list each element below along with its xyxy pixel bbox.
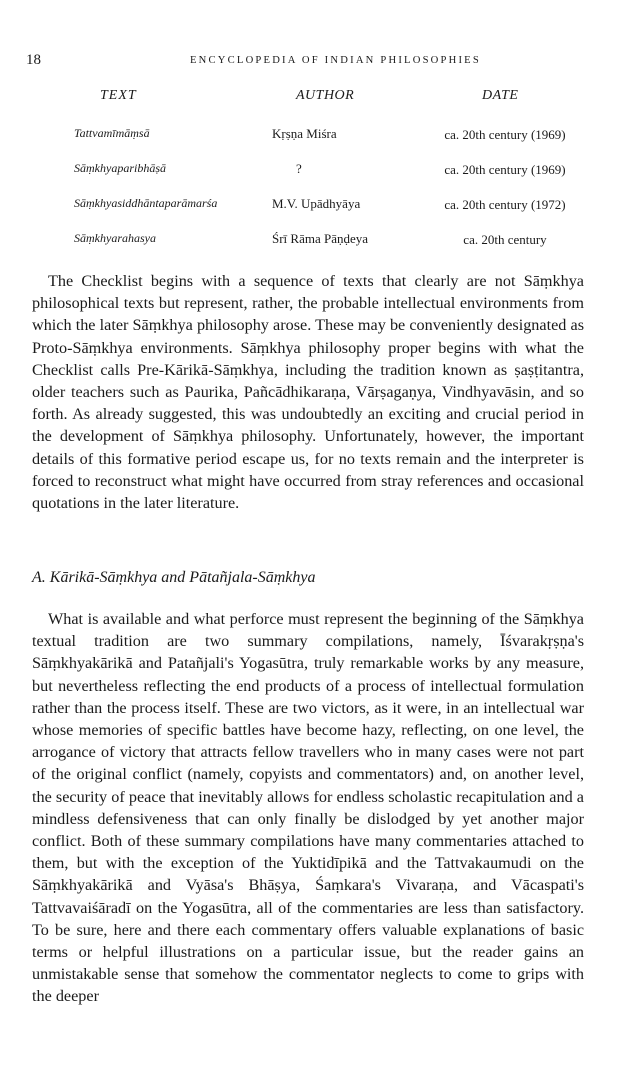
page-number: 18	[26, 52, 41, 68]
cell-author: M.V. Upādhyāya	[272, 196, 361, 211]
cell-text: Sāṃkhyasiddhāntaparāmarśa	[74, 196, 218, 210]
cell-text: Sāṃkhyarahasya	[74, 231, 156, 245]
cell-text: Tattvamīmāṃsā	[74, 126, 150, 140]
column-header-author: AUTHOR	[296, 88, 355, 103]
cell-date: ca. 20th century (1969)	[444, 162, 566, 177]
table-row	[74, 126, 574, 161]
table-header-row	[74, 88, 574, 110]
cell-author: Kṛṣṇa Miśra	[272, 126, 337, 141]
cell-text: Sāṃkhyaparibhāṣā	[74, 161, 166, 175]
table-row	[74, 196, 574, 231]
column-header-date: DATE	[482, 88, 519, 103]
running-head: ENCYCLOPEDIA OF INDIAN PHILOSOPHIES	[190, 55, 481, 66]
section-heading: A. Kārikā-Sāṃkhya and Pātañjala-Sāṃkhya	[32, 569, 316, 586]
cell-date: ca. 20th century (1969)	[444, 127, 566, 142]
paragraph-checklist: The Checklist begins with a sequence of texts that clearly are not Sāṃkhya philosophical texts but represent, rather, the probable intellectual environments from which the later Sāṃkhya philosophy arose. These may be conveniently designated as Proto-Sāṃkhya environments. Sāṃkhya philosophy proper begins with what the Checklist calls Pre-Kārikā-Sāṃkhya, including the tradition known as ṣaṣṭitantra, older teachers such as Paurika, Pañcādhikaraṇa, Vārṣagaṇya, Vindhyavāsin, and so forth. As already suggested, this was undoubtedly an exciting and crucial period in the development of Sāṃkhya philosophy. Unfortunately, however, the important details of this formative period escape us, for no texts remain and the interpreter is forced to reconstruct what might have occurred from stray references and occasional quotations in the later literature.	[32, 272, 584, 513]
paragraph-summary-compilations: What is available and what perforce must represent the beginning of the Sāṃkhya textual tradition are two summary compilations, namely, Īśvarakṛṣṇa's Sāṃkhyakārikā and Patañjali's Yogasūtra, truly remarkable works by any measure, but nevertheless reflecting the end products of a process of intellectual formulation rather than the process itself. These are two victors, as it were, in an intellectual war whose memories of specific battles have become hazy, reflecting, on one level, the arrogance of victory that attracts fellow travellers who in many cases were not part of the original conflict (namely, copyists and commentators) and, on another level, the security of peace that inevitably allows for endless scholastic recapitulation and a mindless defensiveness that can only finally be dislodged by yet another major conflict. Both of these summary compilations have many commentaries attached to them, but with the exception of the Yuktidīpikā and the Tattvakaumudi on the Sāṃkhyakārikā and Vyāsa's Bhāṣya, Śaṃkara's Vivaraṇa, and Vācaspati's Tattvavaiśāradī on the Yogasūtra, all of the commentaries are less than satisfactory. To be sure, here and there each commentary offers valuable explanations of basic terms or helpful illustrations on a particular issue, but the reader gains an unmistakable sense that somehow the commentator neglects to come to grips with the deeper	[32, 610, 584, 1006]
table-row	[74, 161, 574, 196]
texts-table	[74, 88, 574, 251]
cell-author: ?	[296, 161, 302, 176]
column-header-text: TEXT	[100, 88, 137, 103]
cell-author: Śrī Rāma Pāṇḍeya	[272, 231, 369, 246]
cell-date: ca. 20th century	[463, 232, 547, 247]
table-row	[74, 231, 574, 251]
cell-date: ca. 20th century (1972)	[444, 197, 566, 212]
